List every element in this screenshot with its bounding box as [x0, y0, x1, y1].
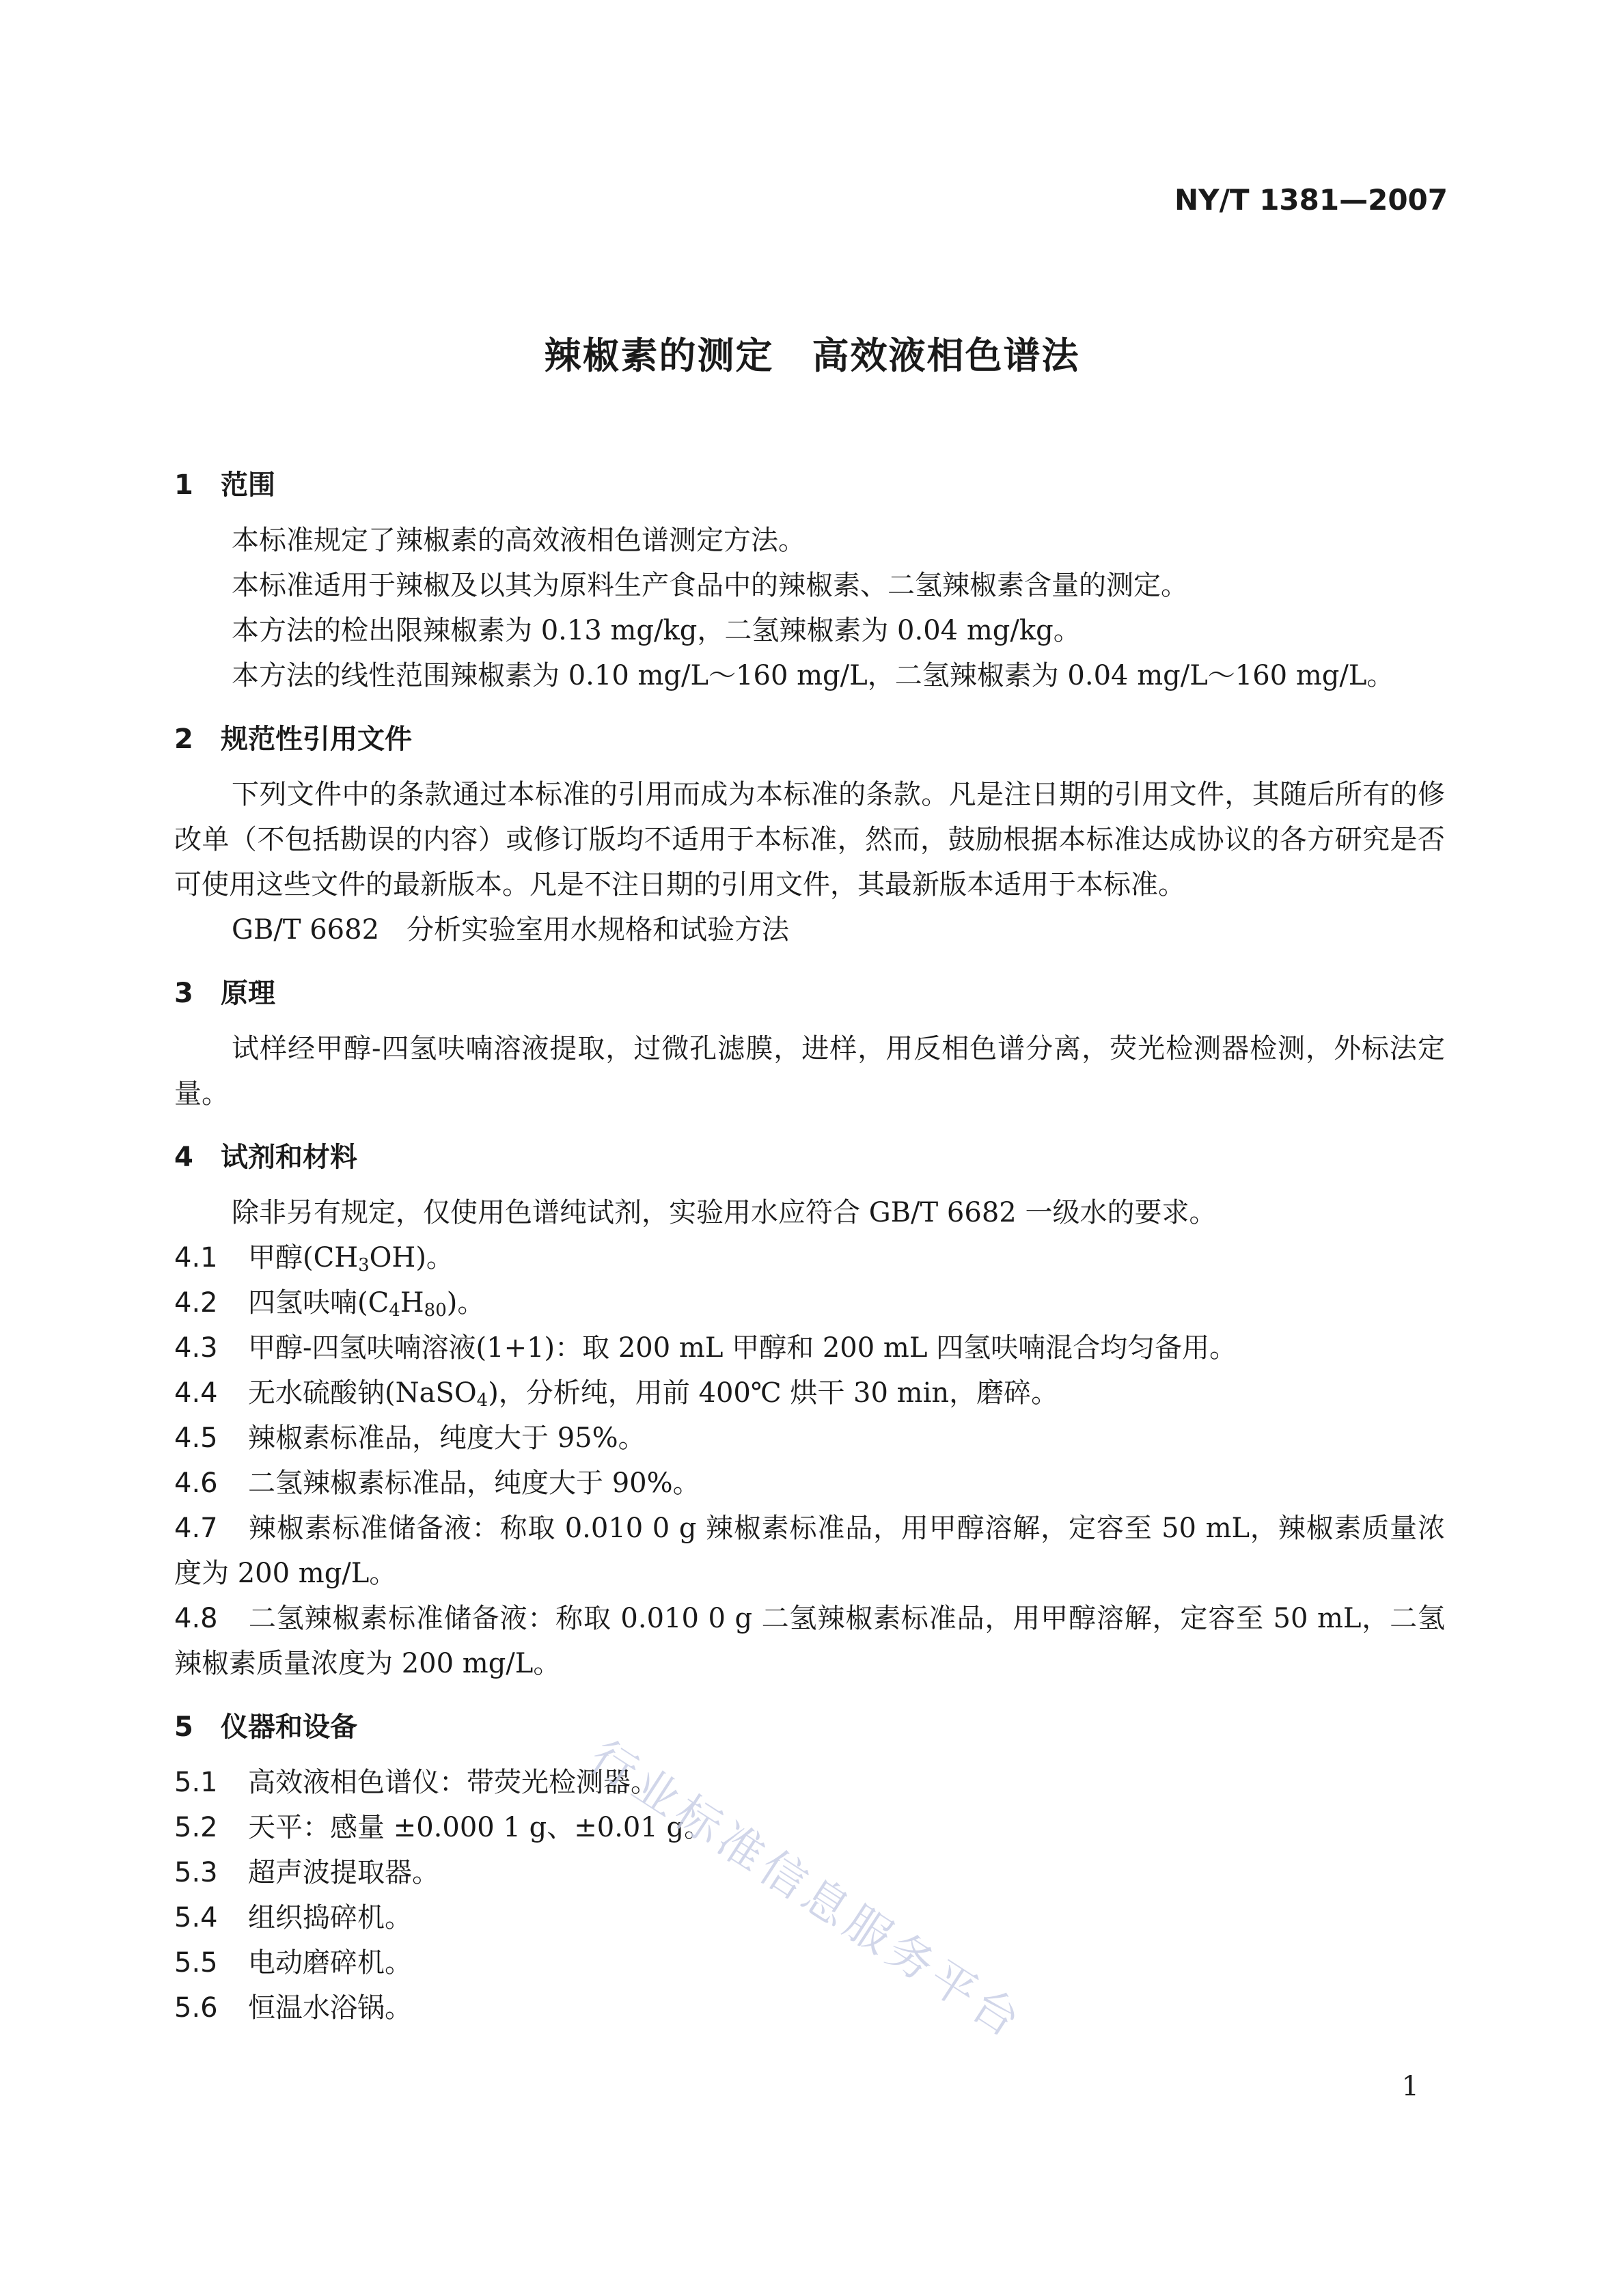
paragraph: 本方法的线性范围辣椒素为 0.10 mg/L～160 mg/L，二氢辣椒素为 0.04 mg/L～160 mg/L。: [232, 660, 1394, 691]
list-item-4-7: 4.7 辣椒素标准储备液：称取 0.010 0 g 辣椒素标准品，用甲醇溶解，定容至 50 mL，辣椒素质量浓度为 200 mg/L。: [174, 1513, 1445, 1589]
paragraph: 本标准适用于辣椒及以其为原料生产食品中的辣椒素、二氢辣椒素含量的测定。: [232, 570, 1188, 601]
list-item-4-2: 4.2 四氢呋喃$(C_4H_{80})$。: [174, 1287, 485, 1321]
page-number: 1: [1401, 2071, 1419, 2102]
watermark: 行业标准信息服务平台: [580, 1730, 1034, 2050]
reference-entry: GB/T 6682 分析实验室用水规格和试验方法: [232, 914, 790, 946]
section-heading-4: 4 试剂和材料: [174, 1142, 357, 1173]
paragraph: 下列文件中的条款通过本标准的引用而成为本标准的条款。凡是注日期的引用文件，其随后所有的修改单（不包括勘误的内容）或修订版均不适用于本标准，然而，鼓励根据本标准达成协议的各方研究是否可使用这些文件的最新版本。凡是不注日期的引用文件，其最新版本适用于本标准。: [174, 779, 1445, 900]
list-item-5-3: 5.3 超声波提取器。: [174, 1857, 439, 1888]
paragraph: 试样经甲醇-四氢呋喃溶液提取，过微孔滤膜，进样，用反相色谱分离，荧光检测器检测，外标法定量。: [174, 1033, 1445, 1110]
list-item-4-1: 4.1 甲醇$(CH_3OH)$。: [174, 1242, 454, 1276]
list-item-4-6: 4.6 二氢辣椒素标准品，纯度大于 90%。: [174, 1468, 700, 1499]
list-item-4-3: 4.3 甲醇-四氢呋喃溶液(1+1)：取 200 mL 甲醇和 200 mL 四氢呋喃混合均匀备用。: [174, 1332, 1237, 1364]
list-item-4-5: 4.5 辣椒素标准品，纯度大于 95%。: [174, 1422, 646, 1454]
list-item-5-6: 5.6 恒温水浴锅。: [174, 1992, 412, 2024]
document-body: [174, 444, 1445, 2030]
list-item-5-4: 5.4 组织捣碎机。: [174, 1902, 412, 1933]
standard-code: NY/T 1381—2007: [1174, 183, 1448, 217]
section-heading-5: 5 仪器和设备: [174, 1711, 357, 1743]
list-item-5-1: 5.1 高效液相色谱仪：带荧光检测器。: [174, 1767, 658, 1798]
list-item-5-5: 5.5 电动磨碎机。: [174, 1947, 412, 1979]
paragraph: 本方法的检出限辣椒素为 0.13 mg/kg，二氢辣椒素为 0.04 mg/kg。: [232, 615, 1081, 646]
list-item-4-8: 4.8 二氢辣椒素标准储备液：称取 0.010 0 g 二氢辣椒素标准品，用甲醇溶解，定容至 50 mL，二氢辣椒素质量浓度为 200 mg/L。: [174, 1603, 1445, 1679]
paragraph: 本标准规定了辣椒素的高效液相色谱测定方法。: [232, 525, 806, 556]
section-heading-3: 3 原理: [174, 978, 275, 1009]
list-item-5-2: 5.2 天平：感量 ±0.000 1 g、±0.01 g。: [174, 1812, 712, 1843]
paragraph: 除非另有规定，仅使用色谱纯试剂，实验用水应符合 GB/T 6682 一级水的要求。: [232, 1197, 1217, 1228]
section-heading-1: 1 范围: [174, 469, 275, 501]
document-title: 辣椒素的测定 高效液相色谱法: [544, 334, 1080, 377]
section-heading-2: 2 规范性引用文件: [174, 724, 412, 755]
list-item-4-4: 4.4 无水硫酸钠(NaSO$_4$)，分析纯，用前 400℃ 烘干 30 min，磨碎。: [174, 1377, 1059, 1411]
